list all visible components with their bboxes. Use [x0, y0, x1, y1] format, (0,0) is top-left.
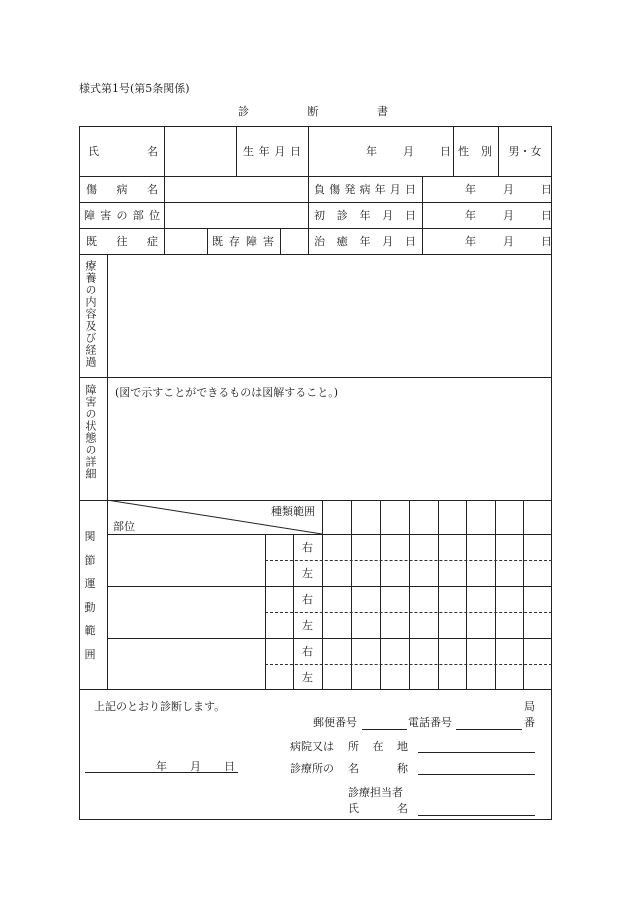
kyoku-label: 局	[524, 700, 535, 713]
cure-date-label: 治 癒 年 月 日	[314, 235, 416, 248]
disability-detail-section-label: 障害の状態の詳細	[84, 384, 97, 480]
existing-disability-label: 既 存 障 害	[212, 235, 274, 248]
joint-range-section-label: 関 節 運 動 範 囲	[84, 530, 96, 661]
location-label: 所 在 地	[348, 740, 408, 753]
diagnosis-date: 年 月 日	[156, 760, 235, 773]
sex-label: 性 別	[458, 145, 492, 158]
phone-label: 電話番号	[408, 716, 452, 729]
onset-date-label: 負 傷 発 病 年 月 日	[314, 183, 416, 196]
disability-site-label: 障 害 の 部 位	[84, 209, 160, 222]
side-right: 右	[302, 593, 313, 606]
side-right: 右	[302, 645, 313, 658]
grid-col	[495, 500, 496, 689]
grid-col	[351, 500, 352, 689]
injury-name-label: 傷 病 名	[86, 183, 158, 196]
grid-col	[409, 500, 410, 689]
type-range-header: 種類範囲	[271, 505, 315, 518]
side-left: 左	[302, 619, 313, 632]
facility-name-line	[418, 774, 535, 775]
side-right: 右	[302, 541, 313, 554]
side-left: 左	[302, 567, 313, 580]
existing-disability-field[interactable]	[280, 228, 308, 254]
doctor-label: 診療担当者	[348, 786, 403, 799]
grid-col	[380, 500, 381, 689]
doctor-name-line	[418, 815, 535, 816]
name-field[interactable]	[164, 126, 236, 176]
injury-name-field[interactable]	[164, 176, 308, 202]
col-divider	[308, 126, 309, 254]
document-title: 診 断 書	[238, 105, 388, 118]
part-header: 部位	[113, 520, 135, 533]
treatment-field[interactable]	[108, 255, 551, 376]
hospital-label-2: 診療所の	[290, 762, 334, 775]
birth-date-label: 生 年 月 日	[243, 145, 301, 158]
medical-history-label: 既 往 症	[86, 235, 158, 248]
phone-line	[456, 729, 522, 730]
grid-col	[322, 500, 323, 689]
col-divider	[236, 126, 237, 176]
grid-col	[523, 500, 524, 689]
grid-col	[438, 500, 439, 689]
birth-date-field[interactable]: 年 月 日	[366, 145, 451, 158]
postal-code-label: 郵便番号	[313, 716, 357, 729]
row-divider	[79, 377, 552, 378]
diagram-note: (図で示すことができるものは図解すること。)	[115, 386, 339, 399]
facility-name-label: 名 称	[348, 762, 408, 775]
grid-row	[107, 534, 552, 535]
first-visit-date-field[interactable]: 年 月 日	[465, 209, 552, 222]
side-left: 左	[302, 671, 313, 684]
grid-col	[466, 500, 467, 689]
form-number: 様式第1号(第5条関係)	[79, 82, 190, 95]
disability-detail-field[interactable]	[108, 400, 551, 499]
col-divider	[453, 126, 454, 176]
col-divider	[207, 228, 208, 254]
grid-row	[107, 586, 552, 587]
disability-site-field[interactable]	[164, 202, 308, 228]
doctor-name-label: 氏 名	[348, 802, 408, 815]
ban-label: 番	[524, 716, 535, 729]
name-label: 氏 名	[88, 145, 158, 158]
diagnosis-statement: 上記のとおり診断します。	[94, 700, 226, 713]
location-line	[418, 752, 535, 753]
first-visit-date-label: 初 診 年 月 日	[314, 209, 416, 222]
treatment-section-label: 療養の内容及び経過	[84, 260, 97, 368]
date-line	[85, 772, 238, 773]
grid-row	[107, 638, 552, 639]
sex-options[interactable]: 男・女	[508, 145, 542, 158]
postal-code-line	[362, 729, 407, 730]
medical-history-field[interactable]	[164, 228, 207, 254]
hospital-label-1: 病院又は	[290, 740, 334, 753]
cure-date-field[interactable]: 年 月 日	[465, 235, 552, 248]
col-divider	[422, 176, 423, 254]
onset-date-field[interactable]: 年 月 日	[465, 183, 552, 196]
